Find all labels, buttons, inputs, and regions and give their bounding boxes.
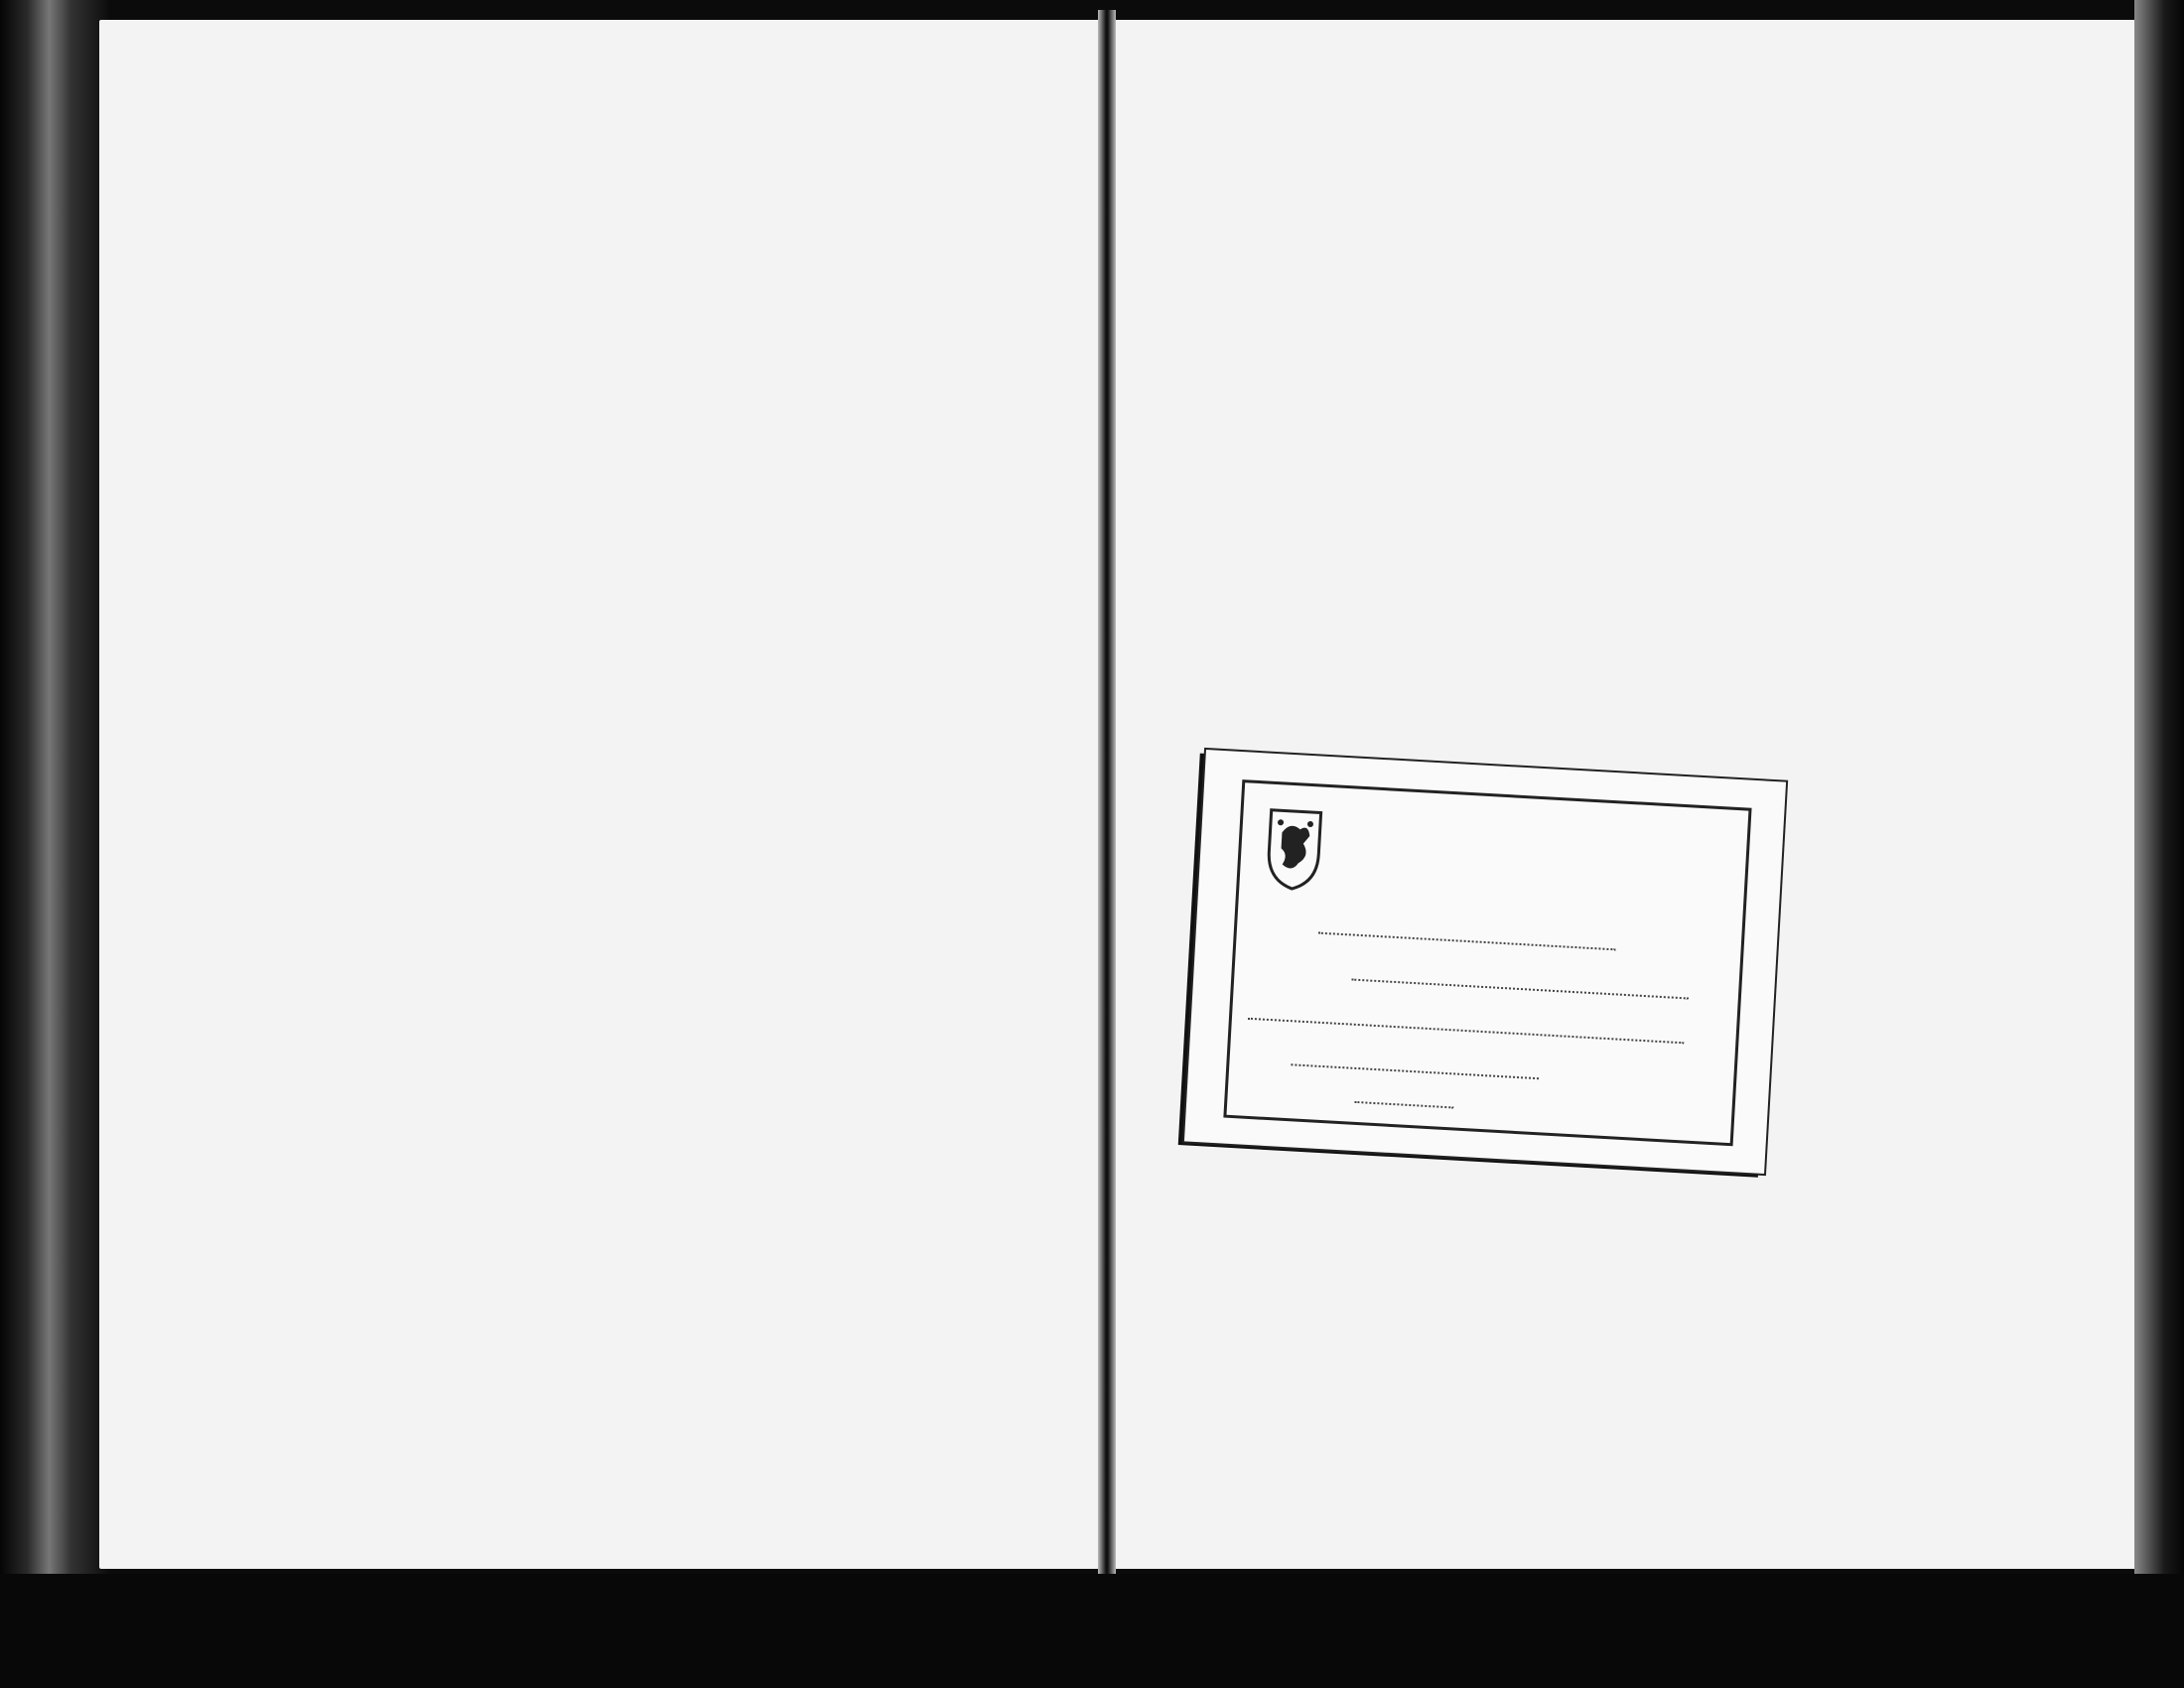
card-frame <box>1223 779 1751 1146</box>
card-line-kirjeensaaja <box>1351 979 1689 1000</box>
coat-of-arms-lion-icon <box>1257 801 1331 895</box>
card-line-extra <box>1248 1018 1684 1045</box>
virkapostikortti-card <box>1184 750 1786 1174</box>
card-line-lah <box>1291 1063 1539 1079</box>
card-line-vapaakirje <box>1354 1101 1453 1109</box>
card-line-osoite <box>1318 932 1616 951</box>
